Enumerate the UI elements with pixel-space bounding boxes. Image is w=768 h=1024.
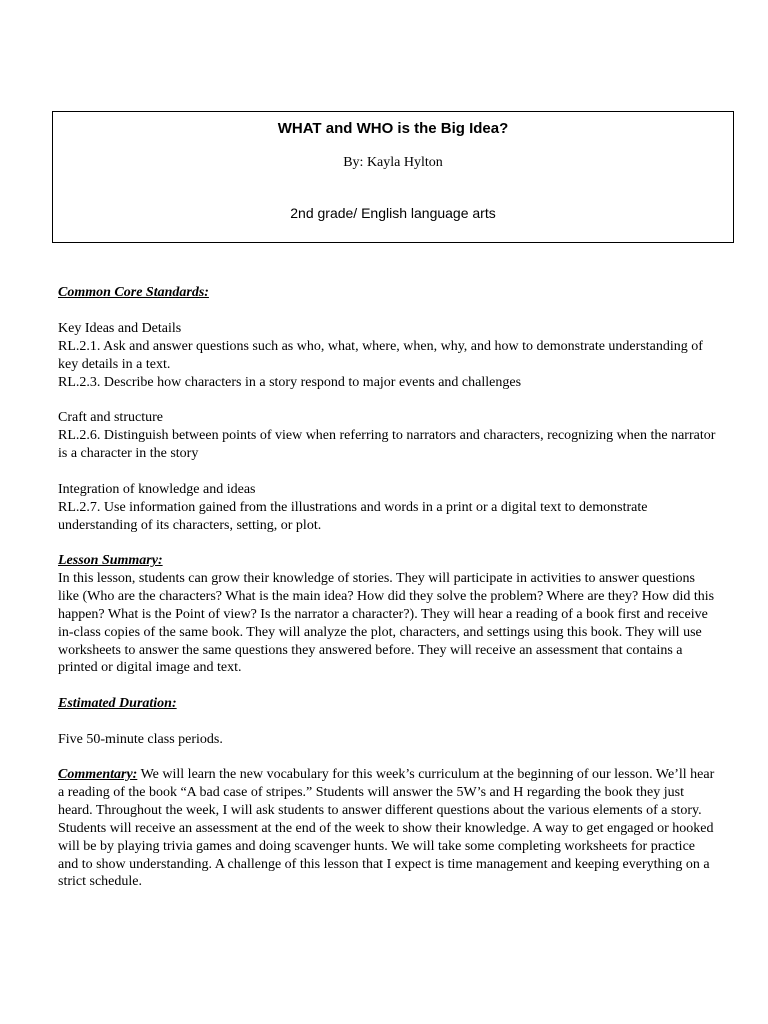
standard-item: RL.2.1. Ask and answer questions such as who, what, where, when, why, and how to demonstrate understanding of key details in a text. (58, 338, 703, 372)
standard-group-name: Integration of knowledge and ideas (58, 481, 256, 497)
lesson-summary-text: In this lesson, students can grow their knowledge of stories. They will participate in activities to answer questions like (Who are the characters? What is the main idea? How did they solve the problem? Where are they? How did this happen? What is the Point of view? Is the narrator a character?). They will hear a reading of a book first and receive in-class copies of the same book. They will analyze the plot, characters, and settings using this book. They will use worksheets to answer the same questions they answered before. They will receive an assessment that contains a printed or digital image and text. (58, 570, 715, 676)
title-box (52, 111, 734, 243)
standards-heading: Common Core Standards: (58, 285, 209, 300)
grade-subject-line: 2nd grade/ English language arts (290, 205, 496, 221)
commentary-paragraph (58, 766, 718, 891)
duration-text: Five 50-minute class periods. (58, 731, 223, 747)
duration-section (58, 695, 718, 749)
standard-item: RL.2.3. Describe how characters in a story respond to major events and challenges (58, 374, 522, 390)
lesson-summary-heading: Lesson Summary: (58, 553, 163, 568)
author-line: By: Kayla Hylton (343, 155, 443, 170)
standard-group-name: Key Ideas and Details (58, 320, 182, 336)
standards-section (58, 284, 718, 535)
standard-item: RL.2.6. Distinguish between points of view when referring to narrators and characters, recognizing when the narrator is a character in the story (58, 428, 716, 462)
standard-group-name: Craft and structure (58, 410, 163, 426)
duration-heading: Estimated Duration: (58, 696, 177, 711)
lesson-summary-section (58, 552, 718, 677)
commentary-section (58, 766, 718, 891)
commentary-text: We will learn the new vocabulary for this week’s curriculum at the beginning of our lesson. We’ll hear a reading of the book “A bad case of stripes.” Students will answer the 5W’s and H regarding the book they just heard. Throughout the week, I will ask students to answer different questions about the various elements of a story. Students will receive an assessment at the end of the week to show their knowledge. A way to get engaged or hooked will be by playing trivia games and doing scavenger hunts. We will take some completing worksheets for practice and to show understanding. A challenge of this lesson that I expect is time management and keeping everything on a strict schedule. (58, 767, 715, 890)
standard-item: RL.2.7. Use information gained from the illustrations and words in a print or a digital text to demonstrate understanding of its characters, setting, or plot. (58, 499, 648, 533)
document-title: WHAT and WHO is the Big Idea? (277, 120, 509, 137)
commentary-heading: Commentary: (58, 767, 138, 782)
